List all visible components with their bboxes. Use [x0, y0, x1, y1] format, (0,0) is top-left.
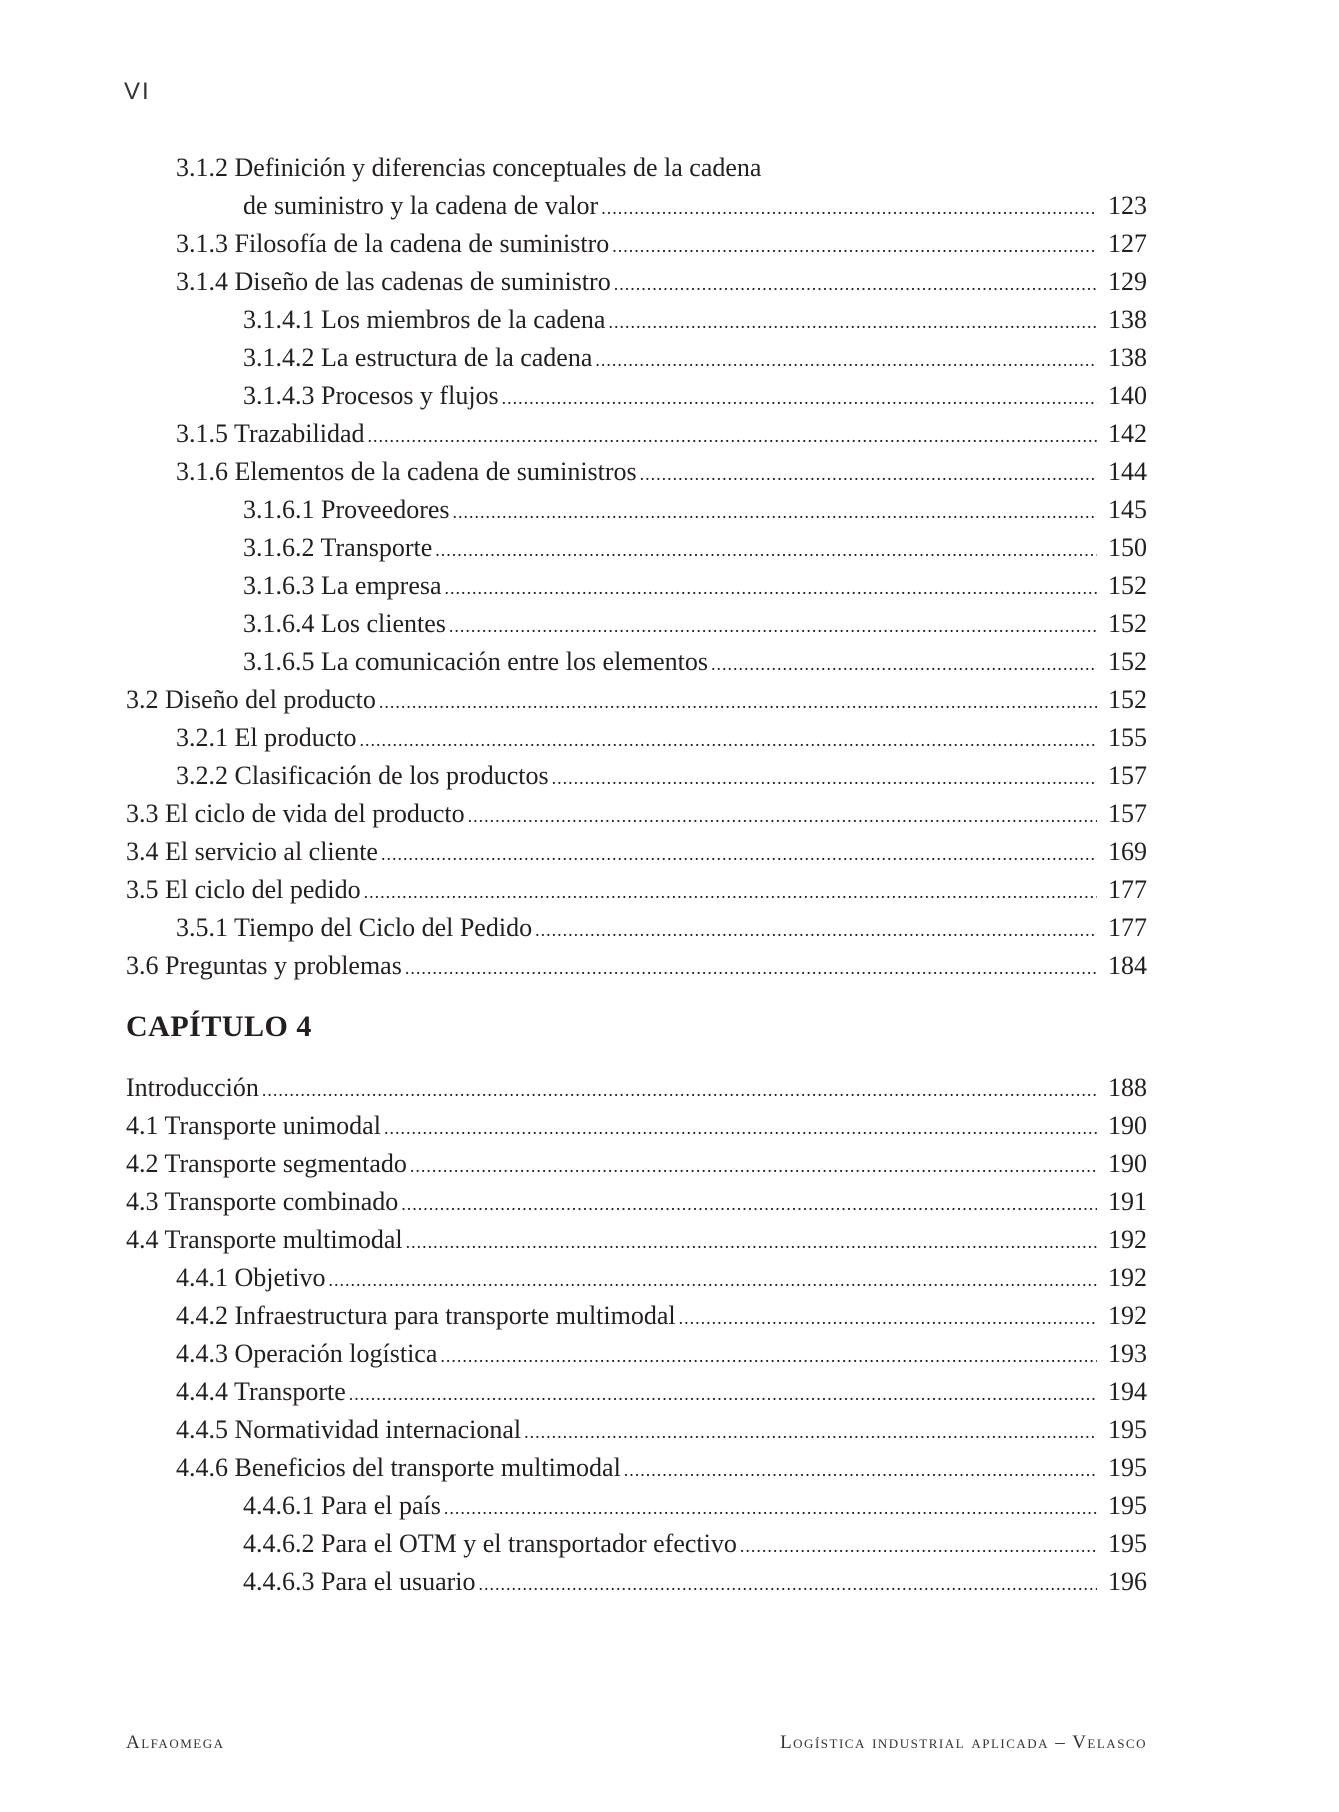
toc-entry[interactable]: 3.5.1 Tiempo del Ciclo del Pedido ..... 177 [176, 909, 1147, 947]
toc-entry[interactable]: 4.4.6.1 Para el país ..... 195 [243, 1487, 1147, 1525]
toc-entry[interactable]: 4.4.4 Transporte ..... 194 [176, 1373, 1147, 1411]
toc-entry[interactable]: 4.4.3 Operación logística ..... 193 [176, 1335, 1147, 1373]
toc-entry[interactable]: 3.4 El servicio al cliente ..... 169 [126, 833, 1147, 871]
toc-entry[interactable]: 3.1.6.3 La empresa ..... 152 [243, 567, 1147, 605]
toc-entry[interactable]: 3.1.4.1 Los miembros de la cadena ..... 138 [243, 301, 1147, 339]
toc-entry[interactable]: 3.1.4.3 Procesos y flujos ..... 140 [243, 377, 1147, 415]
toc-entry[interactable]: 4.3 Transporte combinado ..... 191 [126, 1183, 1147, 1221]
toc-entry[interactable]: 4.4.5 Normatividad internacional ..... 195 [176, 1411, 1147, 1449]
toc-entry[interactable]: de suministro y la cadena de valor ..... 123 [243, 187, 1147, 225]
toc-entry[interactable]: 4.4.6.2 Para el OTM y el transportador efectivo ..... 195 [243, 1525, 1147, 1563]
toc-entry[interactable]: 4.2 Transporte segmentado ..... 190 [126, 1145, 1147, 1183]
toc-entry[interactable]: 3.1.6 Elementos de la cadena de suministros ..... 144 [176, 453, 1147, 491]
toc-entry[interactable]: Introducción ..... 188 [126, 1069, 1147, 1107]
toc-entry[interactable]: 3.1.4.2 La estructura de la cadena ..... 138 [243, 339, 1147, 377]
chapter-heading: CAPÍTULO 4 [126, 1010, 312, 1043]
toc-entry[interactable]: 3.1.6.1 Proveedores ..... 145 [243, 491, 1147, 529]
toc-entry[interactable]: 3.1.6.5 La comunicación entre los elementos ..... 152 [243, 643, 1147, 681]
toc-entry[interactable]: 4.1 Transporte unimodal ..... 190 [126, 1107, 1147, 1145]
toc-entry[interactable]: 4.4.6 Beneficios del transporte multimodal ..... 195 [176, 1449, 1147, 1487]
toc-entry[interactable]: 3.1.6.4 Los clientes ..... 152 [243, 605, 1147, 643]
toc-entry[interactable]: 3.1.5 Trazabilidad ..... 142 [176, 415, 1147, 453]
footer-book-title: Logística industrial aplicada – Velasco [780, 1732, 1147, 1753]
toc-entry[interactable]: 4.4.2 Infraestructura para transporte multimodal ..... 192 [176, 1297, 1147, 1335]
toc-entry[interactable]: 4.4 Transporte multimodal ..... 192 [126, 1221, 1147, 1259]
toc-entry[interactable]: 4.4.6.3 Para el usuario ..... 196 [243, 1563, 1147, 1601]
toc-entry[interactable]: 3.3 El ciclo de vida del producto ..... 157 [126, 795, 1147, 833]
toc-entry[interactable]: 3.2.1 El producto ..... 155 [176, 719, 1147, 757]
footer-publisher: Alfaomega [126, 1732, 225, 1753]
toc-entry[interactable]: 3.1.3 Filosofía de la cadena de suministro ..... 127 [176, 225, 1147, 263]
toc-entry[interactable]: 3.1.4 Diseño de las cadenas de suministro ..... 129 [176, 263, 1147, 301]
toc-entry[interactable]: 3.5 El ciclo del pedido ..... 177 [126, 871, 1147, 909]
toc-entry[interactable]: 3.2.2 Clasificación de los productos ..... 157 [176, 757, 1147, 795]
page-number: VI [124, 78, 151, 105]
toc-entry[interactable]: 4.4.1 Objetivo ..... 192 [176, 1259, 1147, 1297]
toc-entry[interactable]: 3.2 Diseño del producto ..... 152 [126, 681, 1147, 719]
toc-entry[interactable]: 3.1.6.2 Transporte ..... 150 [243, 529, 1147, 567]
toc-entry-heading-line: 3.1.2 Definición y diferencias conceptuales de la cadena [176, 153, 762, 182]
toc-entry[interactable]: 3.6 Preguntas y problemas ..... 184 [126, 947, 1147, 985]
